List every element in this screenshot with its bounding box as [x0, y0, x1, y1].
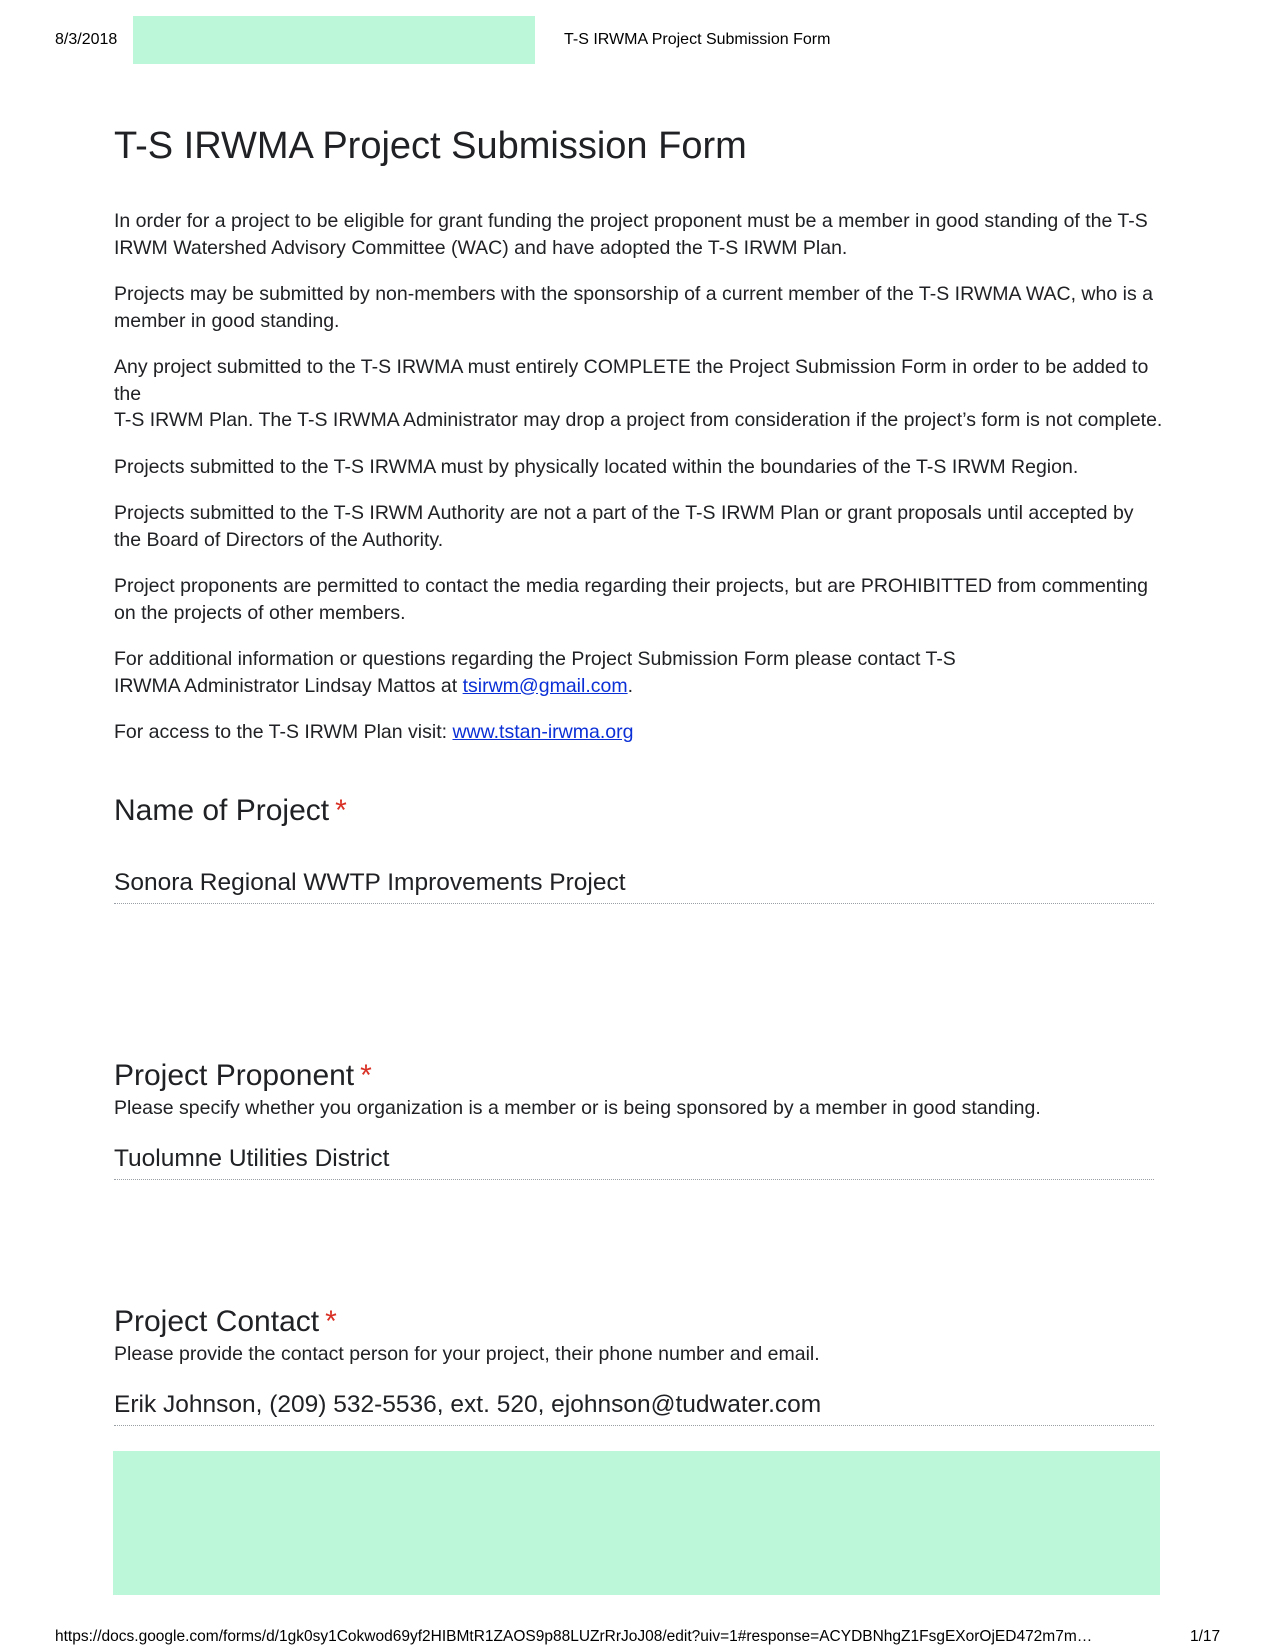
description-text: For access to the T-S IRWM Plan visit: — [114, 721, 453, 743]
description-paragraph — [114, 646, 1164, 699]
question-title-text: Project Contact — [114, 1305, 320, 1338]
description-text: For additional information or questions regarding the Project Submission Form please contact T-S — [114, 648, 956, 670]
form-title: T-S IRWMA Project Submission Form — [114, 125, 747, 167]
answer-name-of-project: Sonora Regional WWTP Improvements Project — [114, 867, 1154, 904]
print-header — [0, 0, 1275, 80]
required-asterisk: * — [335, 794, 347, 827]
question-title — [114, 1057, 1154, 1095]
redacted-block — [113, 1451, 1160, 1595]
description-paragraph — [114, 719, 1164, 746]
print-page-title: T-S IRWMA Project Submission Form — [564, 31, 831, 48]
redacted-block-header — [133, 16, 535, 64]
description-text: Any project submitted to the T-S IRWMA must entirely COMPLETE the Project Submission Form in order to be added to the — [114, 356, 1149, 405]
description-text: T-S IRWM Plan. The T-S IRWMA Administrator may drop a project from consideration if the project’s form is not complete. — [114, 409, 1163, 431]
question-title — [114, 1303, 1154, 1341]
question-help-text: Please specify whether you organization is a member or is being sponsored by a member in good standing. — [114, 1097, 1041, 1119]
answer-project-proponent: Tuolumne Utilities District — [114, 1143, 1154, 1180]
question-title — [114, 792, 1154, 830]
print-date: 8/3/2018 — [55, 31, 118, 48]
description-text: IRWMA Administrator Lindsay Mattos at — [114, 674, 463, 697]
description-text: . — [627, 674, 634, 697]
print-footer — [0, 1628, 1275, 1649]
plan-website-link[interactable]: www.tstan-irwma.org — [452, 721, 634, 743]
required-asterisk: * — [325, 1305, 337, 1338]
question-project-contact — [114, 1303, 1154, 1426]
description-paragraph: Projects submitted to the T-S IRWMA must by physically located within the boundaries of the T-S IRWM Region. — [114, 455, 1079, 478]
answer-project-contact: Erik Johnson, (209) 532-5536, ext. 520, ejohnson@tudwater.com — [114, 1389, 1154, 1426]
question-title-text: Project Proponent — [114, 1059, 355, 1092]
question-project-proponent — [114, 1057, 1154, 1180]
page-number: 1/17 — [1190, 1628, 1221, 1645]
administrator-email-link[interactable]: tsirwm@gmail.com — [462, 674, 628, 697]
question-name-of-project — [114, 792, 1154, 904]
question-title-text: Name of Project — [114, 794, 330, 827]
description-paragraph — [114, 354, 1164, 434]
description-paragraph: In order for a project to be eligible for grant funding the project proponent must be a member in good standing of the T-S IRWM Watershed Advisory Committee (WAC) and have adopted the T-S IRWM Plan. — [114, 210, 1148, 259]
description-paragraph: Project proponents are permitted to contact the media regarding their projects, but are PROHIBITTED from commenting on the projects of other members. — [114, 575, 1148, 624]
question-help-text: Please provide the contact person for your project, their phone number and email. — [114, 1343, 820, 1365]
form-description — [114, 208, 1164, 746]
description-paragraph: Projects may be submitted by non-members with the sponsorship of a current member of the T-S IRWMA WAC, who is a member in good standing. — [114, 283, 1153, 332]
required-asterisk: * — [360, 1059, 372, 1092]
description-paragraph: Projects submitted to the T-S IRWM Authority are not a part of the T-S IRWM Plan or grant proposals until accepted by the Board of Directors of the Authority. — [114, 502, 1134, 551]
form-header — [114, 122, 1164, 766]
print-url: https://docs.google.com/forms/d/1gk0sy1Cokwod69yf2HIBMtR1ZAOS9p88LUZrRrJoJ08/edit?uiv=1#response=ACYDBNhgZ1FsgEXorOjED472m7m… — [55, 1628, 1093, 1645]
